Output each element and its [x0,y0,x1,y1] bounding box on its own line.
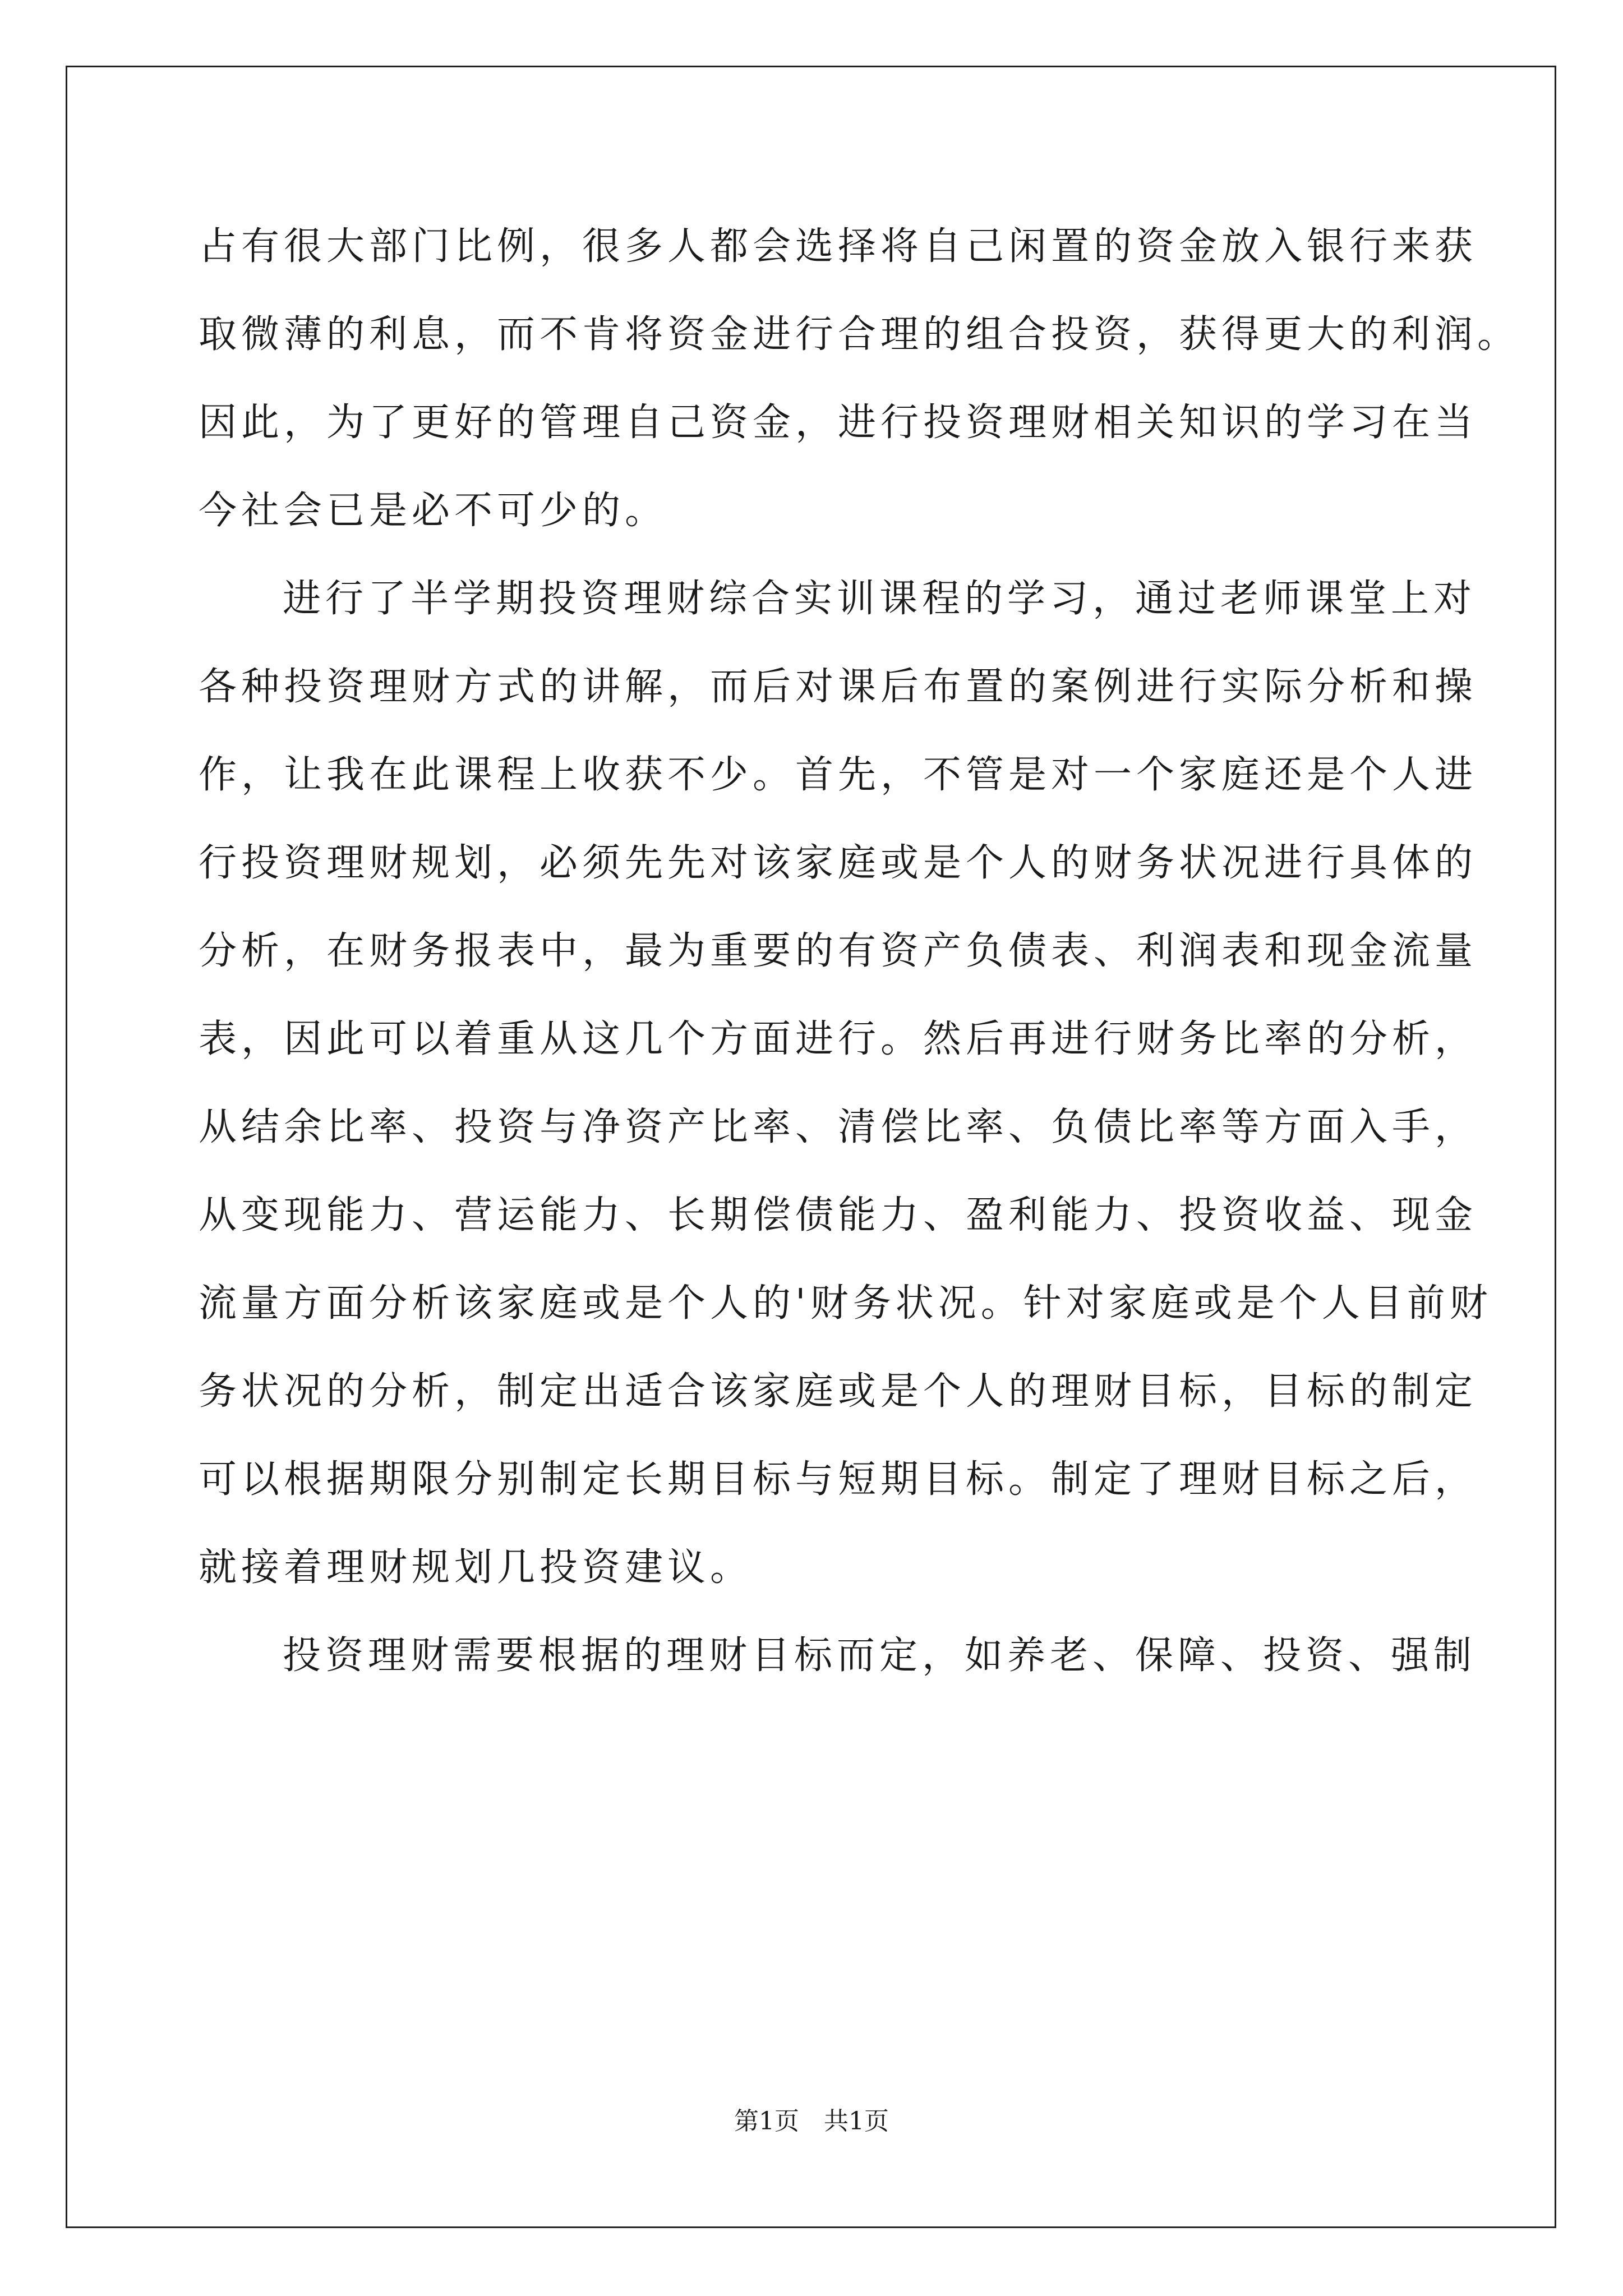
text-line: 行投资理财规划，必须先先对该家庭或是个人的财务状况进行具体的 [199,841,1478,885]
text-line: 占有很大部门比例，很多人都会选择将自己闲置的资金放入银行来获 [199,224,1478,269]
text-line: 就接着理财规划几投资建议。 [199,1545,753,1590]
text-line: 分析，在财务报表中，最为重要的有资产负债表、利润表和现金流量 [199,929,1478,973]
text-line: 表，因此可以着重从这几个方面进行。然后再进行财务比率的分析， [199,1017,1478,1061]
page-number: 第1页 [734,2107,799,2136]
text-line: 可以根据期限分别制定长期目标与短期目标。制定了理财目标之后， [199,1457,1478,1502]
paragraph-first-line: 投资理财需要根据的理财目标而定，如养老、保障、投资、强制 [283,1634,1477,1678]
text-line: 从结余比率、投资与净资产比率、清偿比率、负债比率等方面入手， [199,1105,1478,1149]
text-line: 务状况的分析，制定出适合该家庭或是个人的理财目标，目标的制定 [199,1369,1478,1414]
text-line: 作，让我在此课程上收获不少。首先，不管是对一个家庭还是个人进 [199,753,1478,797]
page-footer [0,2101,1623,2137]
text-line: 各种投资理财方式的讲解，而后对课后布置的案例进行实际分析和操 [199,665,1478,709]
total-pages: 共1页 [824,2107,889,2136]
document-body [199,210,1520,1708]
text-line: 流量方面分析该家庭或是个人的'财务状况。针对家庭或是个人目前财 [199,1281,1492,1326]
text-line: 今社会已是必不可少的。 [199,489,668,533]
paragraph-first-line: 进行了半学期投资理财综合实训课程的学习，通过老师课堂上对 [283,577,1477,621]
text-line: 从变现能力、营运能力、长期偿债能力、盈利能力、投资收益、现金 [199,1193,1478,1237]
text-line: 取微薄的利息，而不肯将资金进行合理的组合投资，获得更大的利润。 [199,312,1520,357]
text-line: 因此，为了更好的管理自己资金，进行投资理财相关知识的学习在当 [199,401,1478,445]
